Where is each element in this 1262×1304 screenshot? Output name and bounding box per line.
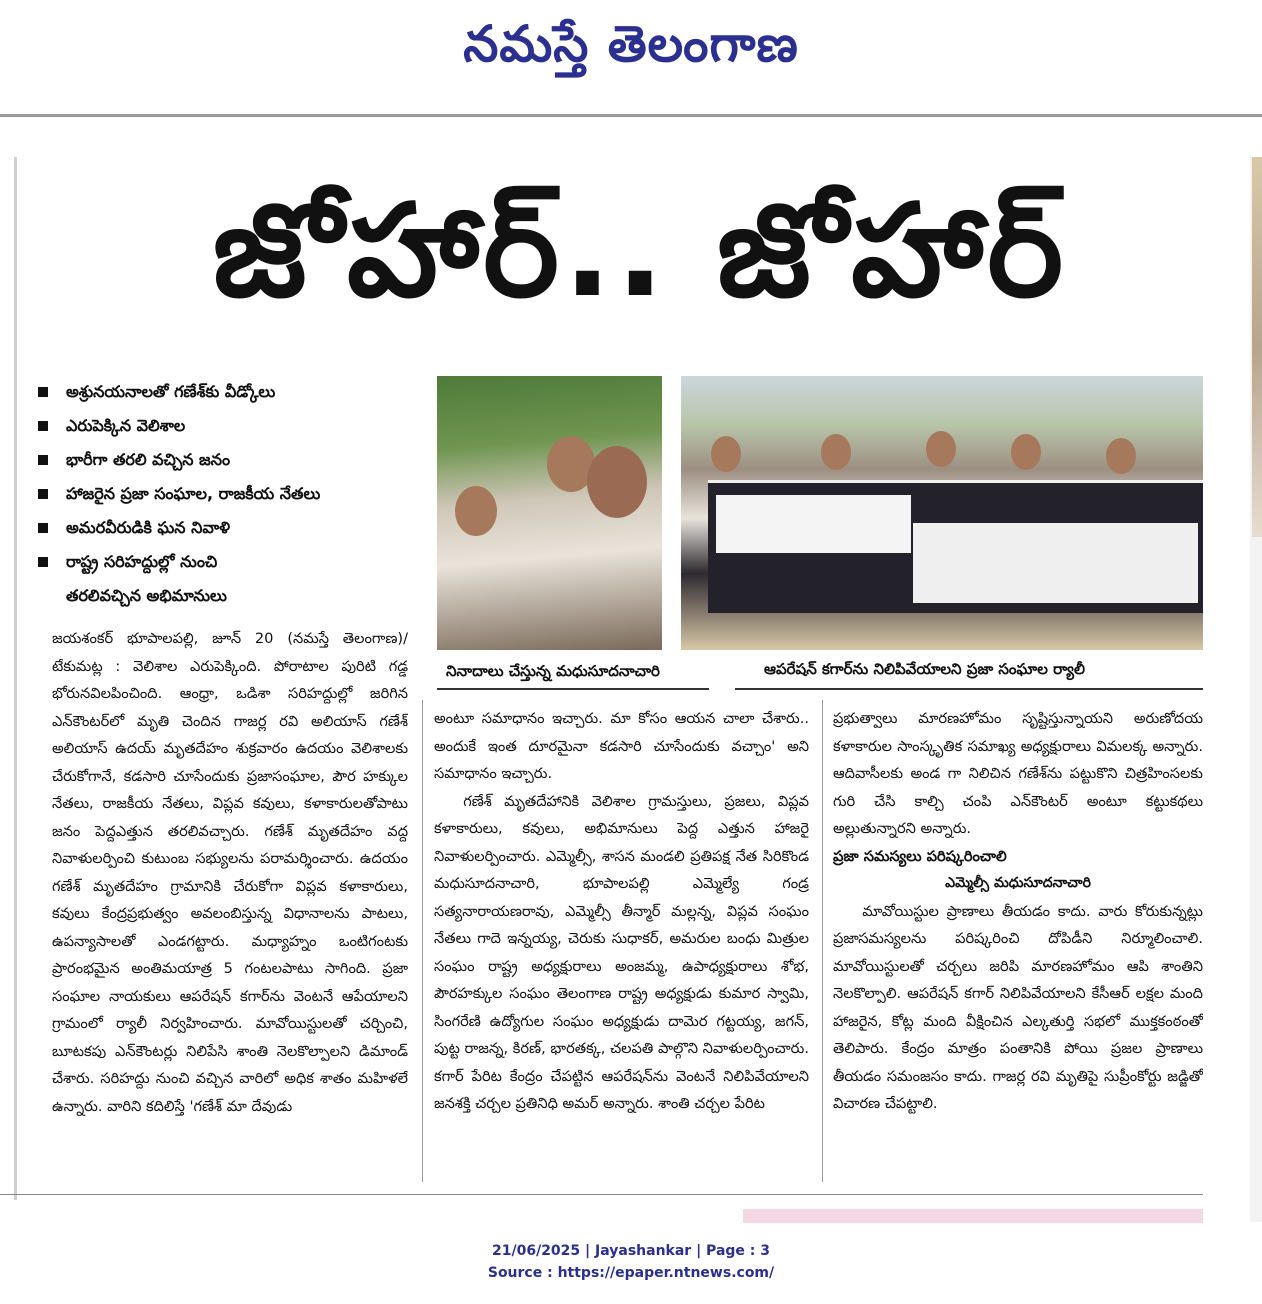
bullet-text: అశ్రునయనాలతో గణేశ్‌కు వీడ్కోలు — [66, 382, 276, 401]
adjacent-page-strip — [1250, 157, 1262, 1222]
photo-madhusudanachari — [437, 376, 662, 650]
bottom-rule — [0, 1194, 1203, 1195]
adjacent-photo-fragment — [1252, 157, 1262, 537]
subheading-byline: ఎమ్మెల్సీ మధుసూదనాచారి — [945, 875, 1091, 891]
bullet-continuation: తరలివచ్చిన అభిమానులు — [66, 586, 227, 605]
article-column-3 — [833, 705, 1203, 1181]
left-margin-rule — [14, 157, 17, 1200]
photo-figure — [455, 486, 497, 536]
article-column-1 — [52, 625, 408, 1181]
photo2-caption: ఆపరేషన్ కగార్‌ను నిలిపివేయాలని ప్రజా సంఘాల ర్యాలీ — [764, 660, 1085, 678]
bullet-text: అమరవీరుడికి ఘన నివాళి — [66, 518, 231, 537]
caption-rule — [735, 688, 1203, 690]
bullet-text: ఎరుపెక్కిన వెలిశాల — [66, 416, 186, 435]
photo-figure — [711, 436, 741, 472]
photo-figure — [1011, 434, 1041, 470]
photo-banner — [708, 480, 1203, 613]
column-divider — [822, 700, 823, 1182]
column-divider — [422, 700, 423, 1182]
bullet-square-icon — [38, 557, 48, 567]
bullet-item — [38, 411, 418, 445]
bullet-square-icon — [38, 489, 48, 499]
subheading: ప్రజా సమస్యలు పరిష్కరించాలి — [833, 847, 1007, 865]
advert-strip — [743, 1209, 1203, 1223]
bullet-item — [38, 513, 418, 547]
bullet-square-icon — [38, 523, 48, 533]
bullet-item — [38, 547, 418, 581]
bullet-text: రాష్ట్ర సరిహద్దుల్లో నుంచి — [66, 552, 218, 571]
article-paragraph: మావోయిస్టుల ప్రాణాలు తీయడం కాదు. వారు కోరుకున్నట్లు ప్రజాసమస్యలను పరిష్కరించి దోపిడీని నిర్మూలించాలి. మావోయిస్టులతో చర్చలు జరిపి మారణహోమం ఆపి శాంతిని నెలకొల్పాలి. ఆపరేషన్ కగార్ నిలిపివేయాలని కేసీఆర్ లక్షల మంది హాజరైన, కోట్ల మంది వీక్షించిన ఎల్కతుర్తి సభలో ముక్తకంఠంతో తెలిపారు. కేంద్రం మాత్రం పంతానికి పోయి ప్రజల ప్రాణాలు తీయడం సమంజసం కాదు. గాజర్ల రవి మృతిపై సుప్రీంకోర్టు జడ్జితో విచారణ చేపట్టాలి. — [833, 902, 1203, 1112]
article-paragraph: జయశంకర్ భూపాలపల్లి, జూన్ 20 (నమస్తే తెలంగాణ)/టేకుమట్ల : వెలిశాల ఎరుపెక్కింది. పోరాటాల పురిటి గడ్డ భోరునవిలపించింది. ఆంధ్రా, ఒడిశా సరిహద్దుల్లో జరిగిన ఎన్‌కౌంటర్‌లో మృతి చెందిన గాజర్ల రవి అలియాస్ గణేశ్ అలియాస్ ఉదయ్ మృతదేహం శుక్రవారం ఉదయం వెలిశాలకు చేరుకోగానే, కడసారి చూసేందుకు ప్రజాసంఘాల, పౌర హక్కుల నేతలు, రాజకీయ నేతలు, విప్లవ కవులు, కళాకారులతోపాటు జనం పెద్దఎత్తున తరలివచ్చారు. గణేశ్ మృతదేహం వద్ద నివాళులర్పించి కుటుంబ సభ్యులను పరామర్శించారు. ఉదయం గణేశ్ మృతదేహం గ్రామానికి చేరుకోగా విప్లవ కళాకారులు, కవులు కేంద్రప్రభుత్వం అవలంబిస్తున్న విధానాలను పాటలు, ఉపన్యాసాలతో ఎండగట్టారు. మధ్యాహ్నం ఒంటిగంటకు ప్రారంభమైన అంతిమయాత్ర 5 గంటలపాటు సాగింది. ప్రజా సంఘాల నాయకులు ఆపరేషన్ కగార్‌ను వెంటనే ఆపేయాలని గ్రామంలో ర్యాలీ నిర్వహించారు. మావోయిస్టులతో చర్చించి, బూటకపు ఎన్‌కౌంటర్లు నిలిపేసి శాంతి నెలకొల్పాలని డిమాండ్ చేశారు. సరిహద్దు నుంచి వచ్చిన వారిలో అధిక శాతం మహిళలే ఉన్నారు. వారిని కదిలిస్తే 'గణేశ్ మా దేవుడు — [52, 630, 408, 1115]
caption-rule — [437, 688, 709, 690]
photo1-caption: నినాదాలు చేస్తున్న మధుసూదనాచారి — [446, 662, 660, 680]
banner-panel — [716, 495, 911, 553]
bullet-square-icon — [38, 421, 48, 431]
bullet-list — [38, 377, 418, 581]
masthead-title: నమస్తే తెలంగాణ — [463, 14, 799, 73]
bullet-item — [38, 479, 418, 513]
photo-figure — [821, 434, 851, 470]
masthead-rule — [0, 114, 1262, 117]
article-paragraph: ప్రభుత్వాలు మారణహోమం సృష్టిస్తున్నాయని అరుణోదయ కళాకారుల సాంస్కృతిక సమాఖ్య అధ్యక్షురాలు విమలక్క అన్నారు. ఆదివాసీలకు అండ గా నిలిచిన గణేశ్‌ను పట్టుకొని చిత్రహింసలకు గురి చేసి కాల్చి చంపి ఎన్‌కౌంటర్ అంటూ కట్టుకథలు అల్లుతున్నారని అన్నారు. — [833, 710, 1203, 837]
bullet-item — [38, 445, 418, 479]
bullet-text: భారీగా తరలి వచ్చిన జనం — [66, 450, 231, 469]
banner-panel — [913, 523, 1198, 603]
photo-figure — [926, 431, 956, 467]
bullet-square-icon — [38, 455, 48, 465]
article-paragraph: అంటూ సమాధానం ఇచ్చారు. మా కోసం ఆయన చాలా చేశారు.. అందుకే ఇంత దూరమైనా కడసారి చూసేందుకు వచ్చాం' అని సమాధానం ఇచ్చారు. — [434, 710, 809, 782]
bullet-item — [38, 377, 418, 411]
article-paragraph: గణేశ్ మృతదేహానికి వెలిశాల గ్రామస్తులు, ప్రజలు, విప్లవ కళాకారులు, కవులు, అభిమానులు పెద్ద ఎత్తున హాజరై నివాళులర్పించారు. ఎమ్మెల్సీ, శాసన మండలి ప్రతిపక్ష నేత సిరికొండ మధుసూదనాచారి, భూపాలపల్లి ఎమ్మెల్యే గండ్ర సత్యనారాయణరావు, ఎమ్మెల్సీ తీన్మార్ మల్లన్న, విప్లవ సంఘం నేతలు గాదె ఇన్నయ్య, చెరుకు సుధాకర్, అమరుల బంధు మిత్రుల సంఘం రాష్ట్ర అధ్యక్షురాలు అంజమ్మ, ఉపాధ్యక్షురాలు శోభ, పౌరహక్కుల సంఘం తెలంగాణ రాష్ట్ర అధ్యక్షుడు కుమార స్వామి, సింగరేణి ఉద్యోగుల సంఘం అధ్యక్షుడు దామెర గట్టయ్య, జగన్, పుట్ట రాజన్న, కిరణ్, భారతక్క, చలపతి పాల్గొని నివాళులర్పించారు. కగార్ పేరిట కేంద్రం చేపట్టిన ఆపరేషన్‌ను వెంటనే నిలిపివేయాలని జనశక్తి చర్చల ప్రతినిధి అమర్ అన్నారు. శాంతి చర్చల పేరిట — [434, 792, 809, 1112]
masthead — [0, 0, 1262, 112]
article-column-2 — [434, 705, 809, 1181]
footer — [0, 1240, 1262, 1284]
headline: జోహార్.. జోహార్ — [212, 177, 1068, 326]
footer-edition-line: 21/06/2025 | Jayashankar | Page : 3 — [492, 1243, 770, 1259]
bullet-square-icon — [38, 387, 48, 397]
photo-figure — [587, 446, 647, 518]
footer-source-line[interactable]: Source : https://epaper.ntnews.com/ — [487, 1265, 775, 1281]
photo-figure — [1106, 438, 1136, 474]
bullet-text: హాజరైన ప్రజా సంఘాల, రాజకీయ నేతలు — [66, 484, 321, 503]
